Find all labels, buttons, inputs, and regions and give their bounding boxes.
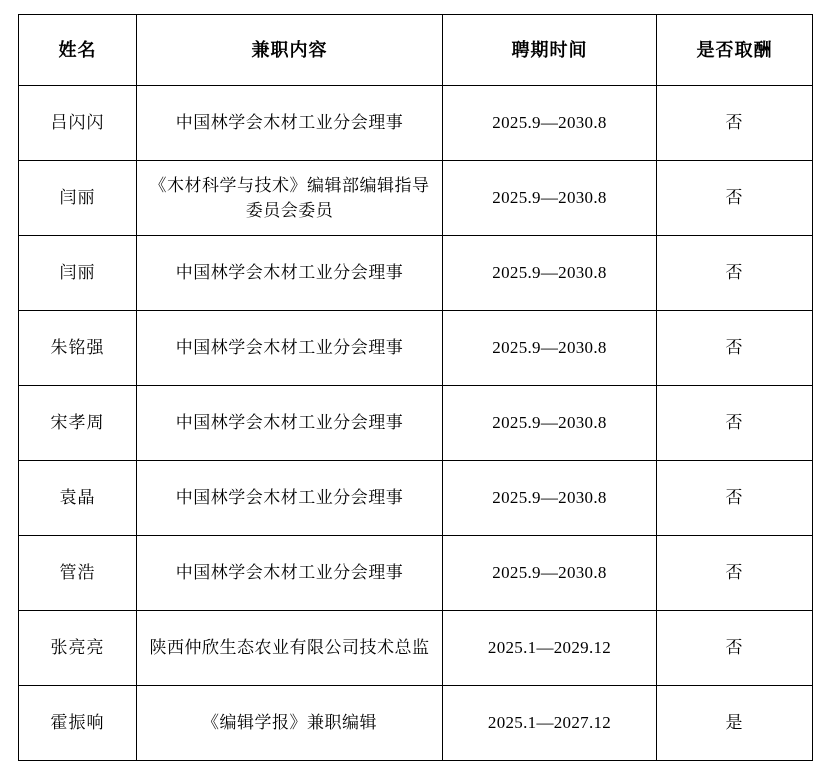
- cell-period: 2025.9—2030.8: [443, 536, 657, 611]
- cell-content: 《木材科学与技术》编辑部编辑指导委员会委员: [137, 161, 443, 236]
- cell-name: 宋孝周: [19, 386, 137, 461]
- cell-period: 2025.1—2029.12: [443, 611, 657, 686]
- cell-paid: 否: [657, 461, 813, 536]
- cell-content: 中国林学会木材工业分会理事: [137, 386, 443, 461]
- cell-name: 吕闪闪: [19, 86, 137, 161]
- cell-name: 袁晶: [19, 461, 137, 536]
- cell-name: 朱铭强: [19, 311, 137, 386]
- column-header-name: 姓名: [19, 15, 137, 86]
- cell-paid: 否: [657, 386, 813, 461]
- cell-content: 陕西仲欣生态农业有限公司技术总监: [137, 611, 443, 686]
- table-row: [19, 86, 813, 161]
- cell-name: 张亮亮: [19, 611, 137, 686]
- cell-name: 闫丽: [19, 236, 137, 311]
- cell-paid: 否: [657, 86, 813, 161]
- cell-name: 霍振响: [19, 686, 137, 761]
- cell-paid: 否: [657, 161, 813, 236]
- table-row: [19, 236, 813, 311]
- table-row: [19, 611, 813, 686]
- cell-paid: 否: [657, 536, 813, 611]
- column-header-period: 聘期时间: [443, 15, 657, 86]
- cell-period: 2025.9—2030.8: [443, 311, 657, 386]
- cell-name: 闫丽: [19, 161, 137, 236]
- cell-content: 中国林学会木材工业分会理事: [137, 236, 443, 311]
- table-body: [19, 86, 813, 761]
- table-row: [19, 311, 813, 386]
- part-time-positions-table: [18, 14, 813, 761]
- cell-paid: 否: [657, 611, 813, 686]
- table-header-row: [19, 15, 813, 86]
- table-row: [19, 386, 813, 461]
- cell-period: 2025.9—2030.8: [443, 161, 657, 236]
- cell-paid: 否: [657, 236, 813, 311]
- table-row: [19, 461, 813, 536]
- cell-paid: 是: [657, 686, 813, 761]
- column-header-paid: 是否取酬: [657, 15, 813, 86]
- column-header-content: 兼职内容: [137, 15, 443, 86]
- cell-period: 2025.1—2027.12: [443, 686, 657, 761]
- cell-content: 《编辑学报》兼职编辑: [137, 686, 443, 761]
- table-row: [19, 536, 813, 611]
- table-row: [19, 686, 813, 761]
- cell-content: 中国林学会木材工业分会理事: [137, 86, 443, 161]
- cell-paid: 否: [657, 311, 813, 386]
- cell-content: 中国林学会木材工业分会理事: [137, 311, 443, 386]
- cell-content: 中国林学会木材工业分会理事: [137, 461, 443, 536]
- table-header: [19, 15, 813, 86]
- cell-period: 2025.9—2030.8: [443, 236, 657, 311]
- cell-name: 管浩: [19, 536, 137, 611]
- table-row: [19, 161, 813, 236]
- cell-period: 2025.9—2030.8: [443, 461, 657, 536]
- cell-period: 2025.9—2030.8: [443, 386, 657, 461]
- cell-period: 2025.9—2030.8: [443, 86, 657, 161]
- cell-content: 中国林学会木材工业分会理事: [137, 536, 443, 611]
